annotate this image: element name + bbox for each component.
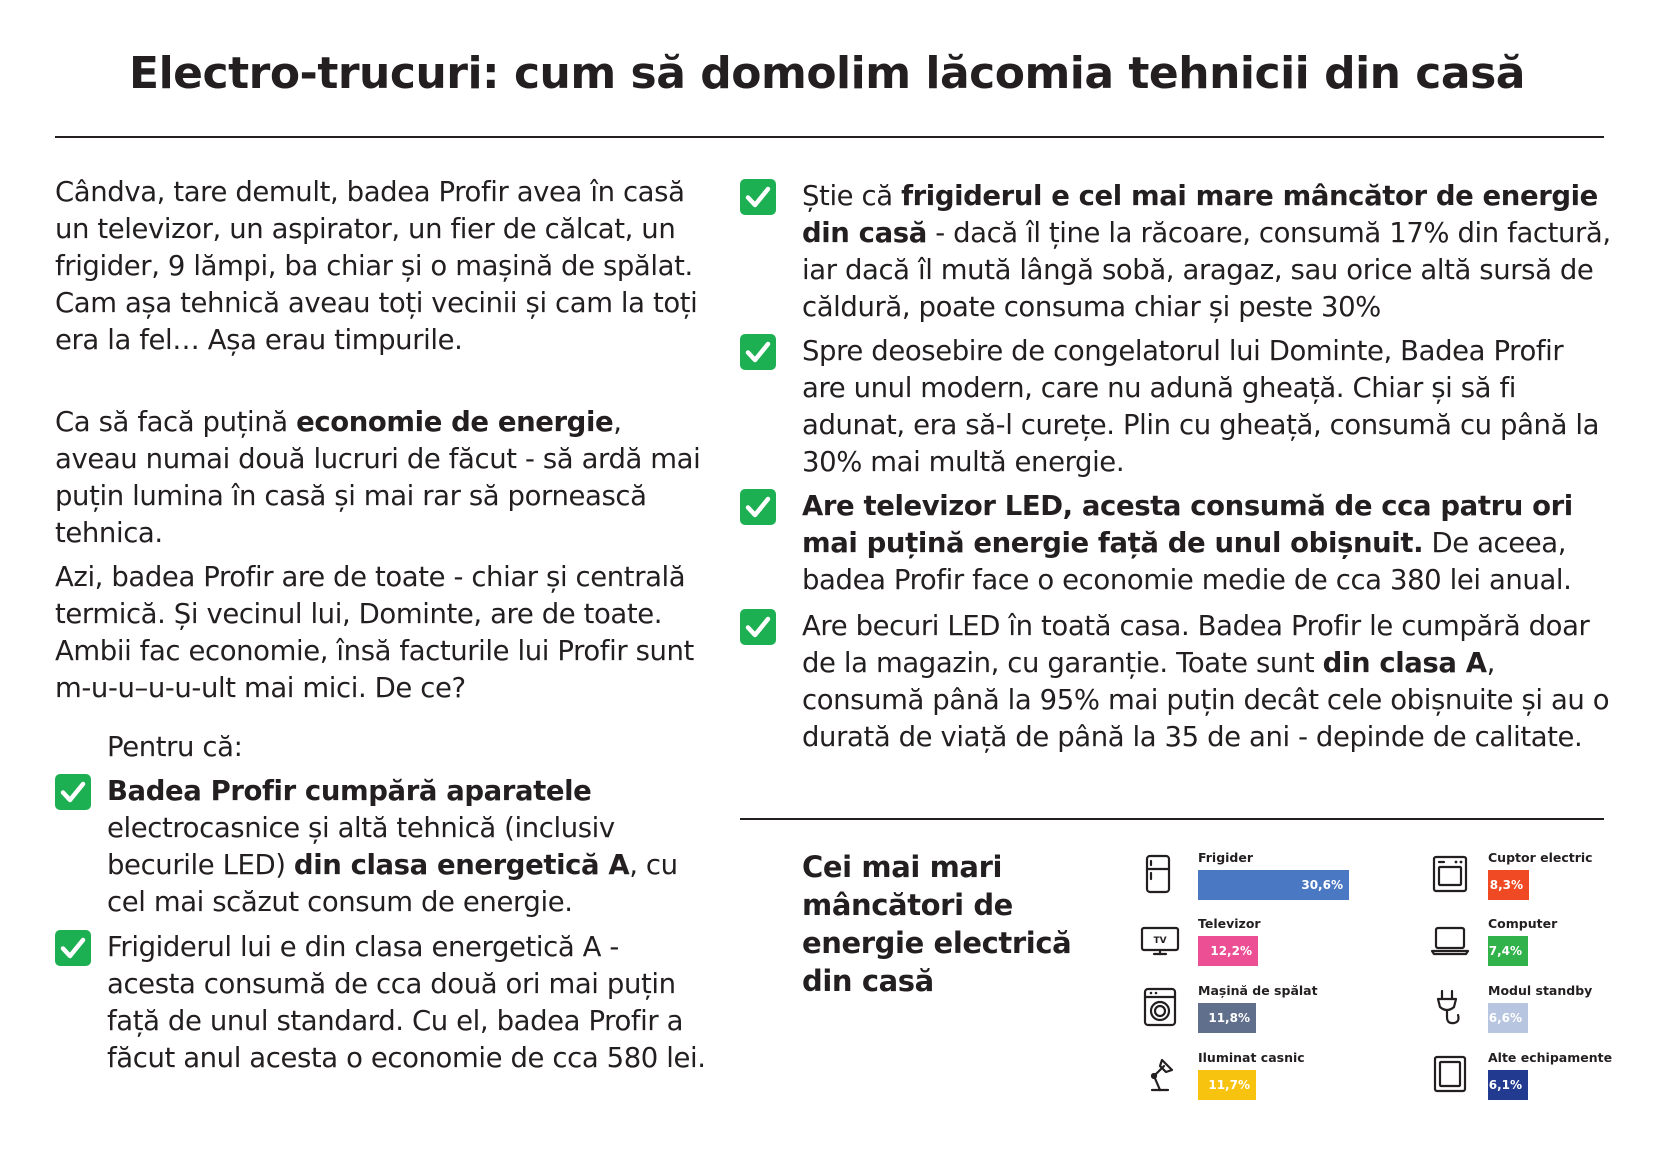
chart-bar: [1488, 870, 1529, 900]
page-title: Electro-trucuri: cum să domolim lăcomia tehnicii din casă: [129, 48, 1525, 99]
check-icon: [55, 774, 91, 810]
washing-machine-icon: [1140, 987, 1180, 1027]
left-item-fridge: Frigiderul lui e din clasa energetică A - acesta consumă de cca două ori mai puțin față de unul standard. Cu el, badea Profir a făcut anul acesta o economie de cca 580 lei.: [107, 931, 706, 1074]
chart-value-label: 11,8%: [1208, 1011, 1250, 1025]
chart-bar: [1198, 1003, 1256, 1033]
chart-value-label: 8,3%: [1489, 878, 1523, 892]
economy-text-bold: economie de energie: [296, 406, 614, 438]
chart-category-label: Frigider: [1198, 850, 1254, 865]
fridge-icon: [1140, 854, 1180, 894]
right-item1-pre: Știe că: [802, 180, 902, 212]
economy-paragraph: [55, 404, 710, 552]
right-item3-post: De aceea, badea Profir face o economie medie de cca 380 lei anual.: [802, 527, 1572, 596]
tv-icon: [1140, 920, 1180, 960]
left-item1-text1: electrocasnice și altă tehnică (inclusiv becurile LED): [107, 812, 615, 881]
because-label: Pentru că:: [107, 731, 243, 763]
right-item-freezer: Spre deosebire de congelatorul lui Dominte, Badea Profir are unul modern, care nu adună gheață. Chiar și să fi adunat, era să-l curețe. Plin cu gheață, consumă cu până la 30% mai multă energie.: [802, 335, 1600, 478]
check-icon: [55, 930, 91, 966]
plug-icon: [1430, 987, 1470, 1027]
right-item4-post: , consumă până la 95% mai puțin decât cele obișnuite și au o durată de viață de până la 35 de ani - depinde de calitate.: [802, 647, 1610, 753]
chart-category-label: Modul standby: [1488, 983, 1593, 998]
check-icon: [740, 489, 776, 525]
right-item3-bold: Are televizor LED, acesta consumă de cca patru ori mai puțină energie față de unul obișnuit.: [802, 490, 1573, 559]
laptop-icon: [1430, 920, 1470, 960]
chart-bar: [1488, 1003, 1528, 1033]
check-icon: [740, 334, 776, 370]
chart-value-label: 11,7%: [1208, 1078, 1250, 1092]
chart-category-label: Computer: [1488, 916, 1558, 931]
intro-paragraph: Cândva, tare demult, badea Profir avea în casă un televizor, un aspirator, un fier de călcat, un frigider, 9 lămpi, ba chiar și o mașină de spălat. Cam așa tehnică aveau toți vecinii și cam la toți era la fel… Așa erau timpurile.: [55, 176, 698, 356]
check-icon: [740, 609, 776, 645]
chart-category-label: Cuptor electric: [1488, 850, 1593, 865]
left-item1-text2: , cu cel mai scăzut consum de energie.: [107, 849, 678, 918]
economy-text-pre: Ca să facă puțină: [55, 406, 297, 438]
left-item1-bold1: Badea Profir cumpără aparatele: [107, 775, 592, 807]
left-item-energy-class: [107, 773, 707, 921]
title-divider: [55, 136, 1604, 138]
chart-title: Cei mai mari mâncători de energie electrică din casă: [802, 850, 1072, 998]
right-item4-pre: Are becuri LED în toată casa. Badea Profir le cumpără doar de la magazin, cu garanție. Toate sunt: [802, 610, 1590, 679]
right-item1-bold: frigiderul e cel mai mare mâncător de energie din casă: [802, 180, 1598, 249]
tv-icon-text: TV: [1153, 936, 1167, 946]
today-paragraph: Azi, badea Profir are de toate - chiar și centrală termică. Și vecinul lui, Dominte, are de toate. Ambii fac economie, însă facturile lui Profir sunt m-u-u–u-u-ult mai mici. De ce?: [55, 561, 694, 704]
right-item1-post: - dacă îl ține la răcoare, consumă 17% din factură, iar dacă îl mută lângă sobă, aragaz, sau orice altă sursă de căldură, poate consuma chiar și peste 30%: [802, 217, 1611, 323]
oven-icon: [1430, 854, 1470, 894]
right-item4-bold: din clasa A: [1322, 647, 1487, 679]
chart-bar: [1198, 870, 1349, 900]
chart-divider: [740, 818, 1604, 820]
check-icon: [740, 179, 776, 215]
chart-value-label: 12,2%: [1210, 944, 1252, 958]
device-icon: [1430, 1054, 1470, 1094]
chart-category-label: Televizor: [1198, 916, 1261, 931]
right-item-led-bulbs: [802, 608, 1612, 756]
economy-text-post: , aveau numai două lucruri de făcut - să ardă mai puțin lumina în casă și mai rar să pornească tehnica.: [55, 406, 701, 549]
right-item-fridge-biggest: [802, 178, 1612, 326]
right-item-led-tv: [802, 488, 1612, 599]
chart-category-label: Alte echipamente: [1488, 1050, 1613, 1065]
chart-value-label: 6,1%: [1488, 1078, 1522, 1092]
chart-bar: [1488, 1070, 1528, 1100]
left-item1-bold2: din clasa energetică A: [293, 849, 630, 881]
chart-category-label: Iluminat casnic: [1198, 1050, 1305, 1065]
chart-bar: [1198, 936, 1258, 966]
chart-value-label: 30,6%: [1301, 878, 1343, 892]
desk-lamp-icon: [1140, 1054, 1180, 1094]
chart-value-label: 6,6%: [1488, 1011, 1522, 1025]
chart-bar: [1488, 936, 1528, 966]
chart-value-label: 7,4%: [1488, 944, 1522, 958]
chart-bar: [1198, 1070, 1256, 1100]
chart-category-label: Mașină de spălat: [1198, 983, 1318, 998]
